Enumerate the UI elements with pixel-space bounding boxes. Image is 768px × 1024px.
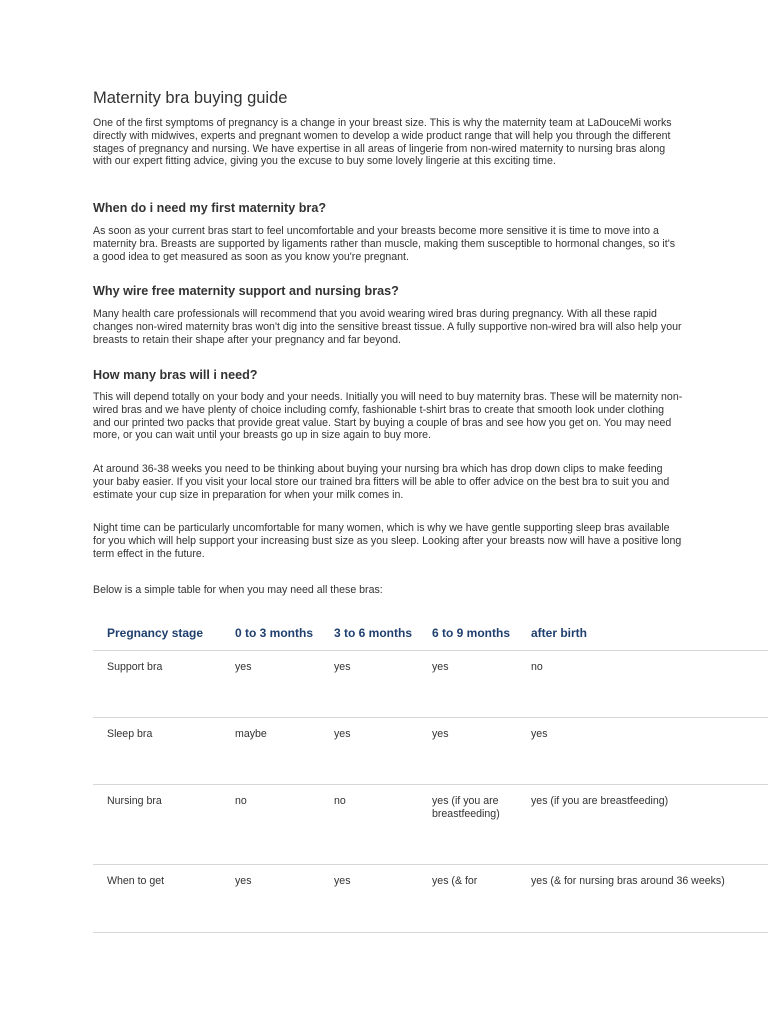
table-cell: yes — [334, 718, 432, 785]
table-cell: yes (if you are breastfeeding) — [531, 785, 768, 865]
table-cell: yes — [531, 718, 768, 785]
table-row — [93, 785, 768, 865]
table-cell: yes — [334, 865, 432, 933]
header-pregnancy-stage: Pregnancy stage — [93, 616, 235, 651]
intro-paragraph: One of the first symptoms of pregnancy is a change in your breast size. This is why the maternity team at LaDouceMi works directly with midwives, experts and pregnant women to develop a wide product range that will help you through the different stages of pregnancy and nursing. We have expertise in all areas of lingerie from non-wired maternity to nursing bras along with our expert fitting advice, giving you the excuse to buy some lovely lingerie at this exciting time. — [93, 117, 672, 168]
table-cell: yes (& for — [432, 865, 531, 933]
table-cell: yes — [432, 718, 531, 785]
table-cell: yes — [235, 865, 334, 933]
header-after-birth: after birth — [531, 616, 768, 651]
bra-timing-table — [93, 616, 768, 933]
section-heading-wire-free: Why wire free maternity support and nursing bras? — [93, 284, 399, 298]
row-label: Support bra — [93, 651, 235, 718]
table-cell-text: yes (if you are breastfeeding) — [432, 795, 500, 820]
bra-table — [93, 616, 768, 933]
table-cell: maybe — [235, 718, 334, 785]
table-row — [93, 865, 768, 933]
section-body-nursing-timing: At around 36-38 weeks you need to be thinking about buying your nursing bra which has drop down clips to make feeding your baby easier. If you visit your local store our trained bra fitters will be able to offer advice on the best bra to suit you and estimate your cup size in preparation for when your milk comes in. — [93, 463, 670, 501]
header-0-3-months: 0 to 3 months — [235, 616, 334, 651]
table-cell: no — [235, 785, 334, 865]
table-row — [93, 718, 768, 785]
table-cell: yes — [235, 651, 334, 718]
section-heading-how-many: How many bras will i need? — [93, 368, 258, 382]
table-cell: yes — [432, 651, 531, 718]
header-6-9-months: 6 to 9 months — [432, 616, 531, 651]
row-label: Sleep bra — [93, 718, 235, 785]
table-cell: yes (& for nursing bras around 36 weeks) — [531, 865, 768, 933]
row-label: Nursing bra — [93, 785, 235, 865]
section-heading-first-bra: When do i need my first maternity bra? — [93, 201, 327, 215]
table-cell: yes — [334, 651, 432, 718]
table-intro-text: Below is a simple table for when you may need all these bras: — [93, 584, 383, 596]
section-body-wire-free: Many health care professionals will recommend that you avoid wearing wired bras during pregnancy. With all these rapid changes non-wired maternity bras won't dig into the sensitive breast tissue. A fully supportive non-wired bra will also help your breasts to retain their shape after your pregnancy and far beyond. — [93, 308, 682, 346]
row-label: When to get — [93, 865, 235, 933]
table-cell: no — [531, 651, 768, 718]
section-body-sleep-bras: Night time can be particularly uncomfortable for many women, which is why we have gentle supporting sleep bras available for you which will help support your increasing bust size as you sleep. Looking after your breasts now will have a positive long term effect in the future. — [93, 522, 682, 560]
page-title: Maternity bra buying guide — [93, 89, 288, 107]
table-cell: no — [334, 785, 432, 865]
table-header-row — [93, 616, 768, 651]
header-3-6-months: 3 to 6 months — [334, 616, 432, 651]
table-row — [93, 651, 768, 718]
table-cell — [432, 785, 531, 865]
section-body-how-many: This will depend totally on your body and your needs. Initially you will need to buy maternity bras. These will be maternity non-wired bras and we have plenty of choice including comfy, fashionable t-shirt bras to create that smooth look under clothing and our printed two packs that provide great value. Start by buying a couple of bras and see how you get on. You may need more, or you can wait until your breasts go up in size again to buy more. — [93, 391, 683, 442]
section-body-first-bra: As soon as your current bras start to feel uncomfortable and your breasts become more sensitive it is time to move into a maternity bra. Breasts are supported by ligaments rather than muscle, making them susceptible to hormonal changes, so it's a good idea to get measured as soon as you know you're pregnant. — [93, 225, 676, 263]
